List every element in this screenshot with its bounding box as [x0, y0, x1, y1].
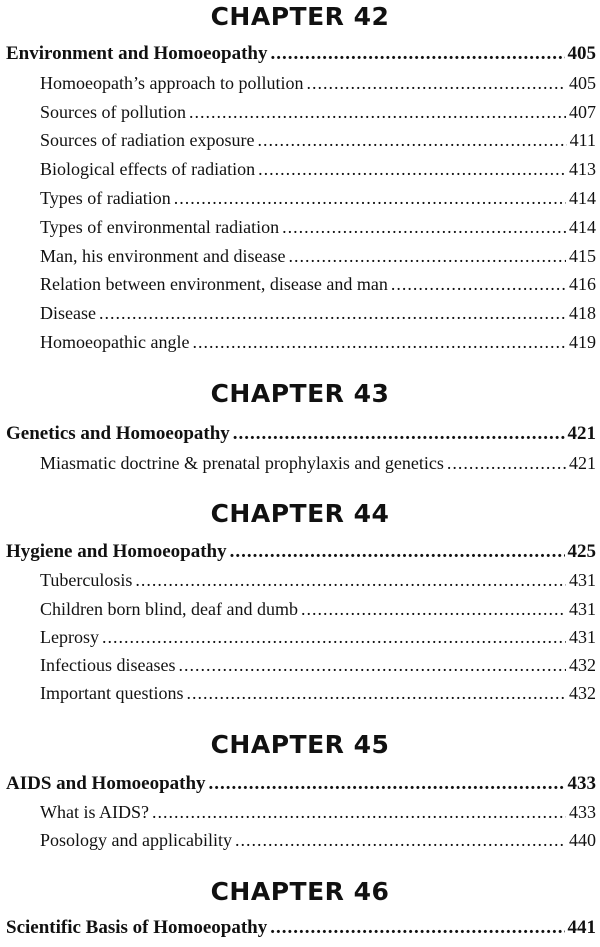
page-number: 407	[569, 102, 596, 122]
chapter-heading: CHAPTER 45	[210, 730, 390, 759]
page-number: 431	[569, 570, 596, 590]
topic-title: Leprosy	[40, 627, 99, 647]
page-number: 405	[569, 73, 596, 93]
dot-leader	[230, 538, 565, 566]
dot-leader	[257, 126, 566, 154]
topic-title: Biological effects of radiation	[40, 159, 256, 179]
page-number: 421	[567, 423, 596, 444]
chapter-entry[interactable]	[6, 40, 596, 68]
dot-leader	[306, 69, 566, 97]
page-number: 433	[567, 773, 596, 794]
chapter-title: Genetics and Homoeopathy	[6, 423, 230, 444]
dot-leader	[270, 914, 564, 942]
chapter-entry[interactable]	[6, 538, 596, 566]
topic-entry[interactable]	[40, 566, 596, 594]
page-number: 432	[569, 655, 596, 675]
topic-title: Miasmatic doctrine & prenatal prophylaxis and genetics	[40, 453, 444, 473]
page-number: 431	[569, 627, 596, 647]
page-number: 416	[569, 274, 596, 294]
page-number: 425	[567, 541, 596, 562]
chapter-heading: CHAPTER 42	[210, 2, 390, 31]
page-number: 411	[569, 130, 596, 150]
topic-title: Sources of radiation exposure	[40, 130, 255, 150]
chapter-title: Scientific Basis of Homoeopathy	[6, 917, 268, 938]
topic-title: Homoeopathic angle	[40, 332, 190, 352]
page-number: 418	[569, 303, 596, 323]
topic-entry[interactable]	[40, 651, 596, 679]
dot-leader	[135, 566, 566, 594]
dot-leader	[189, 98, 566, 126]
page-number: 431	[569, 599, 596, 619]
page-number: 415	[569, 246, 596, 266]
dot-leader	[301, 595, 566, 623]
page-number: 433	[569, 802, 596, 822]
chapter-entry[interactable]	[6, 770, 596, 798]
dot-leader	[174, 184, 566, 212]
topic-title: Tuberculosis	[40, 570, 133, 590]
chapter-heading: CHAPTER 44	[210, 499, 390, 528]
chapter-entry[interactable]	[6, 420, 596, 448]
dot-leader	[391, 270, 566, 298]
dot-leader	[209, 770, 565, 798]
topic-title: Homoeopath’s approach to pollution	[40, 73, 304, 93]
page-number: 421	[569, 453, 596, 473]
topic-entry[interactable]	[40, 623, 596, 651]
topic-title: Sources of pollution	[40, 102, 186, 122]
topic-entry[interactable]	[40, 595, 596, 623]
topic-title: Man, his environment and disease	[40, 246, 286, 266]
chapter-title: Hygiene and Homoeopathy	[6, 541, 227, 562]
topic-title: Posology and applicability	[40, 830, 232, 850]
dot-leader	[99, 299, 566, 327]
topic-entry[interactable]	[40, 449, 596, 477]
chapter-entry[interactable]	[6, 914, 596, 942]
topic-entry[interactable]	[40, 270, 596, 298]
topic-entry[interactable]	[40, 798, 596, 826]
chapter-heading: CHAPTER 43	[210, 379, 390, 408]
dot-leader	[258, 155, 566, 183]
topic-entry[interactable]	[40, 242, 596, 270]
chapter-title: Environment and Homoeopathy	[6, 43, 268, 64]
dot-leader	[282, 213, 566, 241]
topic-entry[interactable]	[40, 299, 596, 327]
page-number: 440	[569, 830, 596, 850]
dot-leader	[186, 679, 566, 707]
topic-title: Types of radiation	[40, 188, 171, 208]
topic-entry[interactable]	[40, 98, 596, 126]
dot-leader	[288, 242, 566, 270]
page-number: 405	[567, 43, 596, 64]
dot-leader	[235, 826, 566, 854]
topic-title: Children born blind, deaf and dumb	[40, 599, 298, 619]
topic-entry[interactable]	[40, 155, 596, 183]
dot-leader	[192, 328, 566, 356]
topic-title: Important questions	[40, 683, 184, 703]
page-number: 432	[569, 683, 596, 703]
page-number: 414	[569, 217, 596, 237]
chapter-title: AIDS and Homoeopathy	[6, 773, 206, 794]
topic-entry[interactable]	[40, 69, 596, 97]
topic-entry[interactable]	[40, 184, 596, 212]
page-number: 419	[569, 332, 596, 352]
topic-entry[interactable]	[40, 328, 596, 356]
topic-title: What is AIDS?	[40, 802, 149, 822]
page-number: 414	[569, 188, 596, 208]
dot-leader	[178, 651, 566, 679]
topic-entry[interactable]	[40, 826, 596, 854]
page-number: 413	[569, 159, 596, 179]
chapter-heading: CHAPTER 46	[210, 877, 390, 906]
dot-leader	[270, 40, 564, 68]
page-number: 441	[567, 917, 596, 938]
dot-leader	[447, 449, 566, 477]
topic-entry[interactable]	[40, 126, 596, 154]
topic-title: Infectious diseases	[40, 655, 176, 675]
topic-entry[interactable]	[40, 213, 596, 241]
dot-leader	[152, 798, 566, 826]
topic-title: Types of environmental radiation	[40, 217, 280, 237]
dot-leader	[233, 420, 565, 448]
topic-title: Relation between environment, disease and man	[40, 274, 388, 294]
dot-leader	[102, 623, 566, 651]
topic-entry[interactable]	[40, 679, 596, 707]
topic-title: Disease	[40, 303, 96, 323]
